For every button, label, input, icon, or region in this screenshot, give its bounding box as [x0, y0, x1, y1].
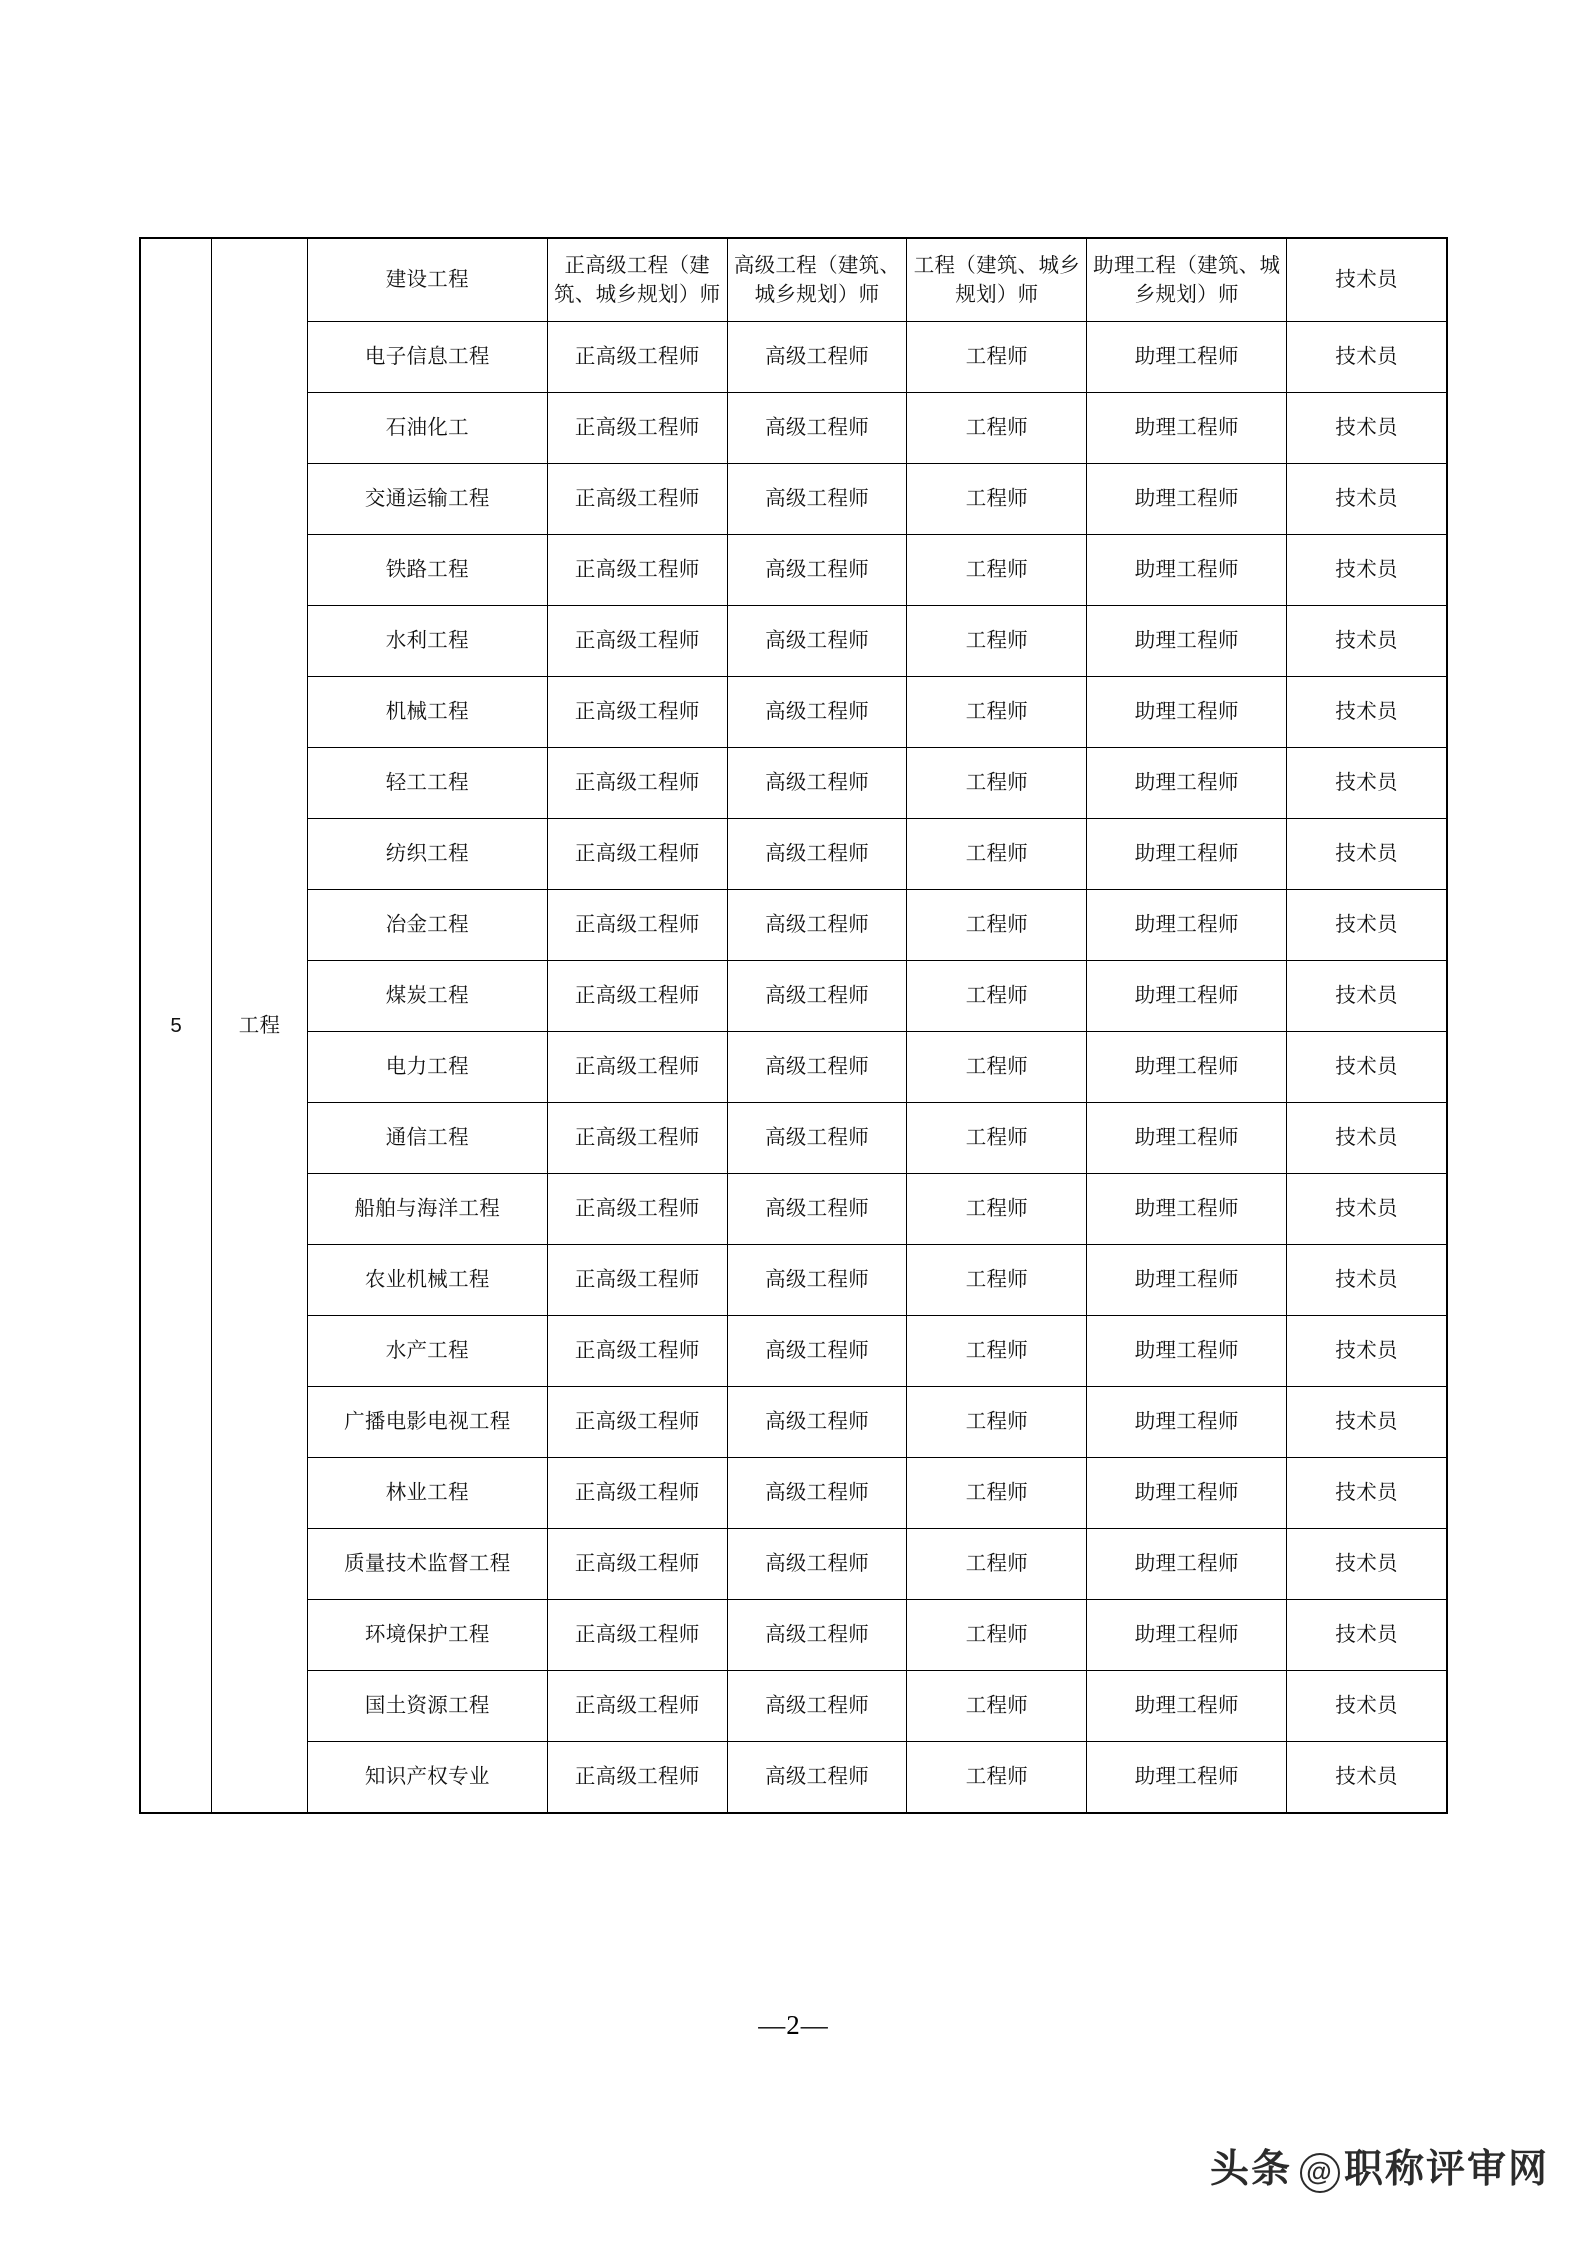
- senior-professor-level-cell: 正高级工程师: [547, 1316, 727, 1387]
- specialty-cell: 农业机械工程: [307, 1245, 547, 1316]
- technician-level-cell: 技术员: [1287, 393, 1447, 464]
- assistant-level-cell: 助理工程师: [1087, 1103, 1287, 1174]
- intermediate-level-cell: 工程师: [907, 393, 1087, 464]
- senior-professor-level-cell: 正高级工程师: [547, 961, 727, 1032]
- senior-professor-level-cell: 正高级工程师: [547, 819, 727, 890]
- technician-level-cell: 技术员: [1287, 238, 1447, 322]
- table-row: [140, 322, 1447, 393]
- table-row: [140, 1600, 1447, 1671]
- specialty-cell: 水产工程: [307, 1316, 547, 1387]
- specialty-cell: 通信工程: [307, 1103, 547, 1174]
- senior-professor-level-cell: 正高级工程师: [547, 393, 727, 464]
- senior-professor-level-cell: 正高级工程师: [547, 1742, 727, 1814]
- intermediate-level-cell: 工程师: [907, 322, 1087, 393]
- senior-professor-level-cell: 正高级工程师: [547, 890, 727, 961]
- technician-level-cell: 技术员: [1287, 1103, 1447, 1174]
- senior-professor-level-cell: 正高级工程师: [547, 1529, 727, 1600]
- assistant-level-cell: 助理工程师: [1087, 819, 1287, 890]
- category-table: [139, 237, 1448, 1814]
- table-row: [140, 1174, 1447, 1245]
- table-row: [140, 819, 1447, 890]
- specialty-cell: 铁路工程: [307, 535, 547, 606]
- table-row: [140, 890, 1447, 961]
- intermediate-level-cell: 工程师: [907, 1458, 1087, 1529]
- technician-level-cell: 技术员: [1287, 1458, 1447, 1529]
- table-row: [140, 961, 1447, 1032]
- technician-level-cell: 技术员: [1287, 464, 1447, 535]
- category-table-container: [139, 237, 1448, 1814]
- intermediate-level-cell: 工程师: [907, 961, 1087, 1032]
- page-number: —2—: [758, 2010, 829, 2040]
- table-row: [140, 1671, 1447, 1742]
- assistant-level-cell: 助理工程师: [1087, 322, 1287, 393]
- specialty-cell: 林业工程: [307, 1458, 547, 1529]
- senior-level-cell: 高级工程师: [727, 1245, 907, 1316]
- specialty-cell: 国土资源工程: [307, 1671, 547, 1742]
- assistant-level-cell: 助理工程师: [1087, 1458, 1287, 1529]
- specialty-cell: 石油化工: [307, 393, 547, 464]
- technician-level-cell: 技术员: [1287, 1387, 1447, 1458]
- senior-level-cell: 高级工程师: [727, 819, 907, 890]
- senior-level-cell: 高级工程师: [727, 322, 907, 393]
- technician-level-cell: 技术员: [1287, 819, 1447, 890]
- specialty-cell: 电力工程: [307, 1032, 547, 1103]
- specialty-cell: 环境保护工程: [307, 1600, 547, 1671]
- table-row: [140, 1458, 1447, 1529]
- technician-level-cell: 技术员: [1287, 677, 1447, 748]
- senior-professor-level-cell: 正高级工程师: [547, 748, 727, 819]
- intermediate-level-cell: 工程（建筑、城乡规划）师: [907, 238, 1087, 322]
- at-icon: @: [1300, 2153, 1340, 2193]
- table-row: [140, 748, 1447, 819]
- technician-level-cell: 技术员: [1287, 1600, 1447, 1671]
- senior-professor-level-cell: 正高级工程师: [547, 1458, 727, 1529]
- assistant-level-cell: 助理工程师: [1087, 677, 1287, 748]
- technician-level-cell: 技术员: [1287, 1742, 1447, 1814]
- senior-level-cell: 高级工程师: [727, 677, 907, 748]
- senior-level-cell: 高级工程师: [727, 606, 907, 677]
- senior-professor-level-cell: 正高级工程师: [547, 1174, 727, 1245]
- senior-level-cell: 高级工程师: [727, 1032, 907, 1103]
- assistant-level-cell: 助理工程师: [1087, 748, 1287, 819]
- senior-professor-level-cell: 正高级工程师: [547, 1671, 727, 1742]
- intermediate-level-cell: 工程师: [907, 1529, 1087, 1600]
- category-number-cell: 5: [140, 238, 212, 1813]
- intermediate-level-cell: 工程师: [907, 1245, 1087, 1316]
- senior-professor-level-cell: 正高级工程师: [547, 1032, 727, 1103]
- specialty-cell: 水利工程: [307, 606, 547, 677]
- specialty-cell: 知识产权专业: [307, 1742, 547, 1814]
- intermediate-level-cell: 工程师: [907, 606, 1087, 677]
- specialty-cell: 冶金工程: [307, 890, 547, 961]
- specialty-cell: 建设工程: [307, 238, 547, 322]
- technician-level-cell: 技术员: [1287, 961, 1447, 1032]
- table-row: [140, 1742, 1447, 1814]
- assistant-level-cell: 助理工程师: [1087, 1671, 1287, 1742]
- intermediate-level-cell: 工程师: [907, 677, 1087, 748]
- specialty-cell: 交通运输工程: [307, 464, 547, 535]
- intermediate-level-cell: 工程师: [907, 1742, 1087, 1814]
- intermediate-level-cell: 工程师: [907, 1174, 1087, 1245]
- table-row: [140, 535, 1447, 606]
- assistant-level-cell: 助理工程师: [1087, 1742, 1287, 1814]
- assistant-level-cell: 助理工程师: [1087, 1174, 1287, 1245]
- intermediate-level-cell: 工程师: [907, 1600, 1087, 1671]
- assistant-level-cell: 助理工程师: [1087, 961, 1287, 1032]
- table-row: [140, 1387, 1447, 1458]
- technician-level-cell: 技术员: [1287, 1032, 1447, 1103]
- table-row: [140, 393, 1447, 464]
- intermediate-level-cell: 工程师: [907, 1032, 1087, 1103]
- assistant-level-cell: 助理工程（建筑、城乡规划）师: [1087, 238, 1287, 322]
- senior-professor-level-cell: 正高级工程师: [547, 677, 727, 748]
- intermediate-level-cell: 工程师: [907, 1387, 1087, 1458]
- senior-professor-level-cell: 正高级工程师: [547, 1600, 727, 1671]
- technician-level-cell: 技术员: [1287, 606, 1447, 677]
- assistant-level-cell: 助理工程师: [1087, 535, 1287, 606]
- table-row: [140, 464, 1447, 535]
- senior-professor-level-cell: 正高级工程师: [547, 535, 727, 606]
- assistant-level-cell: 助理工程师: [1087, 1245, 1287, 1316]
- intermediate-level-cell: 工程师: [907, 535, 1087, 606]
- intermediate-level-cell: 工程师: [907, 890, 1087, 961]
- senior-level-cell: 高级工程师: [727, 890, 907, 961]
- assistant-level-cell: 助理工程师: [1087, 890, 1287, 961]
- intermediate-level-cell: 工程师: [907, 748, 1087, 819]
- assistant-level-cell: 助理工程师: [1087, 1316, 1287, 1387]
- senior-level-cell: 高级工程师: [727, 1103, 907, 1174]
- senior-level-cell: 高级工程师: [727, 464, 907, 535]
- technician-level-cell: 技术员: [1287, 748, 1447, 819]
- watermark: [1210, 2138, 1549, 2194]
- specialty-cell: 船舶与海洋工程: [307, 1174, 547, 1245]
- senior-level-cell: 高级工程师: [727, 1458, 907, 1529]
- table-row: [140, 1245, 1447, 1316]
- specialty-cell: 广播电影电视工程: [307, 1387, 547, 1458]
- senior-level-cell: 高级工程（建筑、城乡规划）师: [727, 238, 907, 322]
- assistant-level-cell: 助理工程师: [1087, 464, 1287, 535]
- senior-level-cell: 高级工程师: [727, 393, 907, 464]
- specialty-cell: 质量技术监督工程: [307, 1529, 547, 1600]
- technician-level-cell: 技术员: [1287, 1316, 1447, 1387]
- senior-professor-level-cell: 正高级工程师: [547, 322, 727, 393]
- senior-level-cell: 高级工程师: [727, 1671, 907, 1742]
- senior-level-cell: 高级工程师: [727, 535, 907, 606]
- senior-level-cell: 高级工程师: [727, 1387, 907, 1458]
- assistant-level-cell: 助理工程师: [1087, 1600, 1287, 1671]
- specialty-cell: 煤炭工程: [307, 961, 547, 1032]
- technician-level-cell: 技术员: [1287, 322, 1447, 393]
- intermediate-level-cell: 工程师: [907, 1671, 1087, 1742]
- specialty-cell: 电子信息工程: [307, 322, 547, 393]
- senior-level-cell: 高级工程师: [727, 1316, 907, 1387]
- senior-professor-level-cell: 正高级工程师: [547, 1387, 727, 1458]
- specialty-cell: 机械工程: [307, 677, 547, 748]
- senior-level-cell: 高级工程师: [727, 748, 907, 819]
- senior-level-cell: 高级工程师: [727, 1529, 907, 1600]
- senior-level-cell: 高级工程师: [727, 961, 907, 1032]
- intermediate-level-cell: 工程师: [907, 1103, 1087, 1174]
- technician-level-cell: 技术员: [1287, 890, 1447, 961]
- technician-level-cell: 技术员: [1287, 1245, 1447, 1316]
- intermediate-level-cell: 工程师: [907, 1316, 1087, 1387]
- category-name-cell: 工程: [212, 238, 307, 1813]
- watermark-prefix: 头条: [1209, 2148, 1292, 2191]
- technician-level-cell: 技术员: [1287, 1529, 1447, 1600]
- assistant-level-cell: 助理工程师: [1087, 1387, 1287, 1458]
- senior-professor-level-cell: 正高级工程师: [547, 1103, 727, 1174]
- table-row: [140, 677, 1447, 748]
- senior-professor-level-cell: 正高级工程师: [547, 464, 727, 535]
- assistant-level-cell: 助理工程师: [1087, 606, 1287, 677]
- senior-level-cell: 高级工程师: [727, 1742, 907, 1814]
- assistant-level-cell: 助理工程师: [1087, 1032, 1287, 1103]
- assistant-level-cell: 助理工程师: [1087, 393, 1287, 464]
- table-row: [140, 606, 1447, 677]
- table-row: [140, 1032, 1447, 1103]
- senior-professor-level-cell: 正高级工程（建筑、城乡规划）师: [547, 238, 727, 322]
- table-body: [140, 238, 1447, 1813]
- table-row: [140, 1316, 1447, 1387]
- intermediate-level-cell: 工程师: [907, 464, 1087, 535]
- watermark-site: 职称评审网: [1343, 2148, 1549, 2191]
- table-row: [140, 1529, 1447, 1600]
- technician-level-cell: 技术员: [1287, 1174, 1447, 1245]
- senior-level-cell: 高级工程师: [727, 1600, 907, 1671]
- senior-level-cell: 高级工程师: [727, 1174, 907, 1245]
- assistant-level-cell: 助理工程师: [1087, 1529, 1287, 1600]
- specialty-cell: 轻工工程: [307, 748, 547, 819]
- technician-level-cell: 技术员: [1287, 535, 1447, 606]
- senior-professor-level-cell: 正高级工程师: [547, 606, 727, 677]
- technician-level-cell: 技术员: [1287, 1671, 1447, 1742]
- senior-professor-level-cell: 正高级工程师: [547, 1245, 727, 1316]
- specialty-cell: 纺织工程: [307, 819, 547, 890]
- table-row: [140, 1103, 1447, 1174]
- intermediate-level-cell: 工程师: [907, 819, 1087, 890]
- table-row: [140, 238, 1447, 322]
